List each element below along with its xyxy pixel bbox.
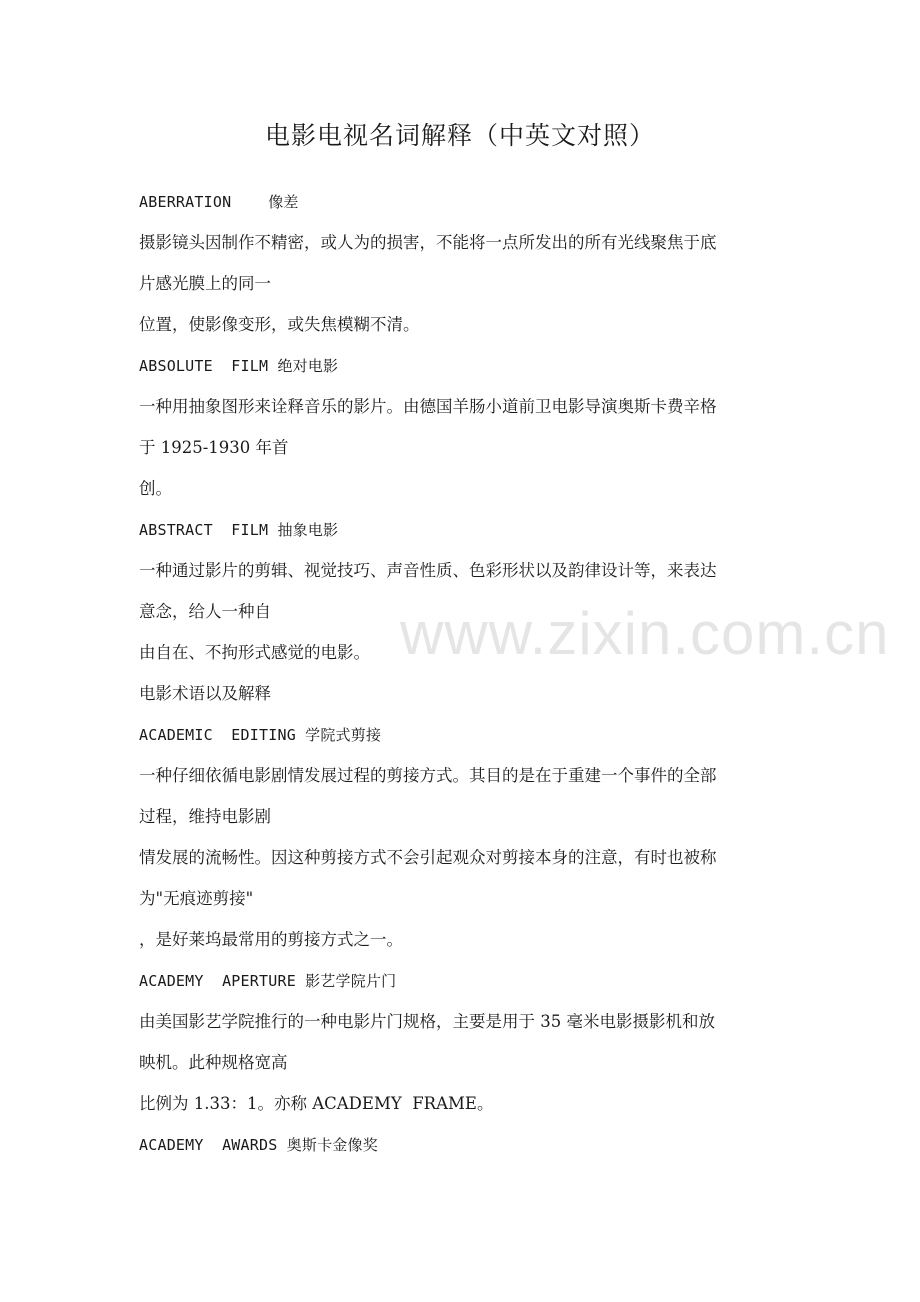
paragraph-line: 一种用抽象图形来诠释音乐的影片。由德国羊肠小道前卫电影导演奥斯卡费辛格 [139, 397, 717, 416]
term-abstract-film: ABSTRACT FILM 抽象电影 [139, 521, 339, 539]
term-absolute-film: ABSOLUTE FILM 绝对电影 [139, 357, 339, 375]
paragraph-line: 情发展的流畅性。因这种剪接方式不会引起观众对剪接本身的注意，有时也被称 [139, 848, 717, 867]
paragraph-line: 意念，给人一种自 [139, 602, 271, 621]
term-academy-awards: ACADEMY AWARDS 奥斯卡金像奖 [139, 1136, 378, 1154]
paragraph-line: 过程，维持电影剧 [139, 807, 271, 826]
term-aberration: ABERRATION 像差 [139, 193, 299, 211]
watermark: www.zixin.com.cn [400, 600, 890, 667]
paragraph-line: 一种仔细依循电影剧情发展过程的剪接方式。其目的是在于重建一个事件的全部 [139, 766, 717, 785]
paragraph-line: 位置，使影像变形，或失焦模糊不清。 [139, 315, 420, 334]
paragraph-line: 于 1925-1930 年首 [139, 438, 289, 457]
paragraph-line: 创。 [139, 479, 172, 498]
paragraph-line: ，是好莱坞最常用的剪接方式之一。 [139, 930, 403, 949]
paragraph-line: 由自在、不拘形式感觉的电影。 [139, 643, 370, 662]
paragraph-line: 比例为 1.33：1。亦称 ACADEMY FRAME。 [139, 1094, 494, 1113]
paragraph-line: 映机。此种规格宽高 [139, 1053, 288, 1072]
term-academy-aperture: ACADEMY APERTURE 影艺学院片门 [139, 972, 397, 990]
paragraph-line: 为"无痕迹剪接" [139, 889, 254, 908]
paragraph-line: 片感光膜上的同一 [139, 274, 271, 293]
paragraph-line: 摄影镜头因制作不精密，或人为的损害，不能将一点所发出的所有光线聚焦于底 [139, 233, 717, 252]
paragraph-line: 由美国影艺学院推行的一种电影片门规格，主要是用于 35 毫米电影摄影机和放 [139, 1012, 715, 1031]
document-title: 电影电视名词解释（中英文对照） [264, 121, 655, 150]
section-heading: 电影术语以及解释 [139, 684, 271, 703]
term-academic-editing: ACADEMIC EDITING 学院式剪接 [139, 726, 382, 744]
paragraph-line: 一种通过影片的剪辑、视觉技巧、声音性质、色彩形状以及韵律设计等，来表达 [139, 561, 717, 580]
